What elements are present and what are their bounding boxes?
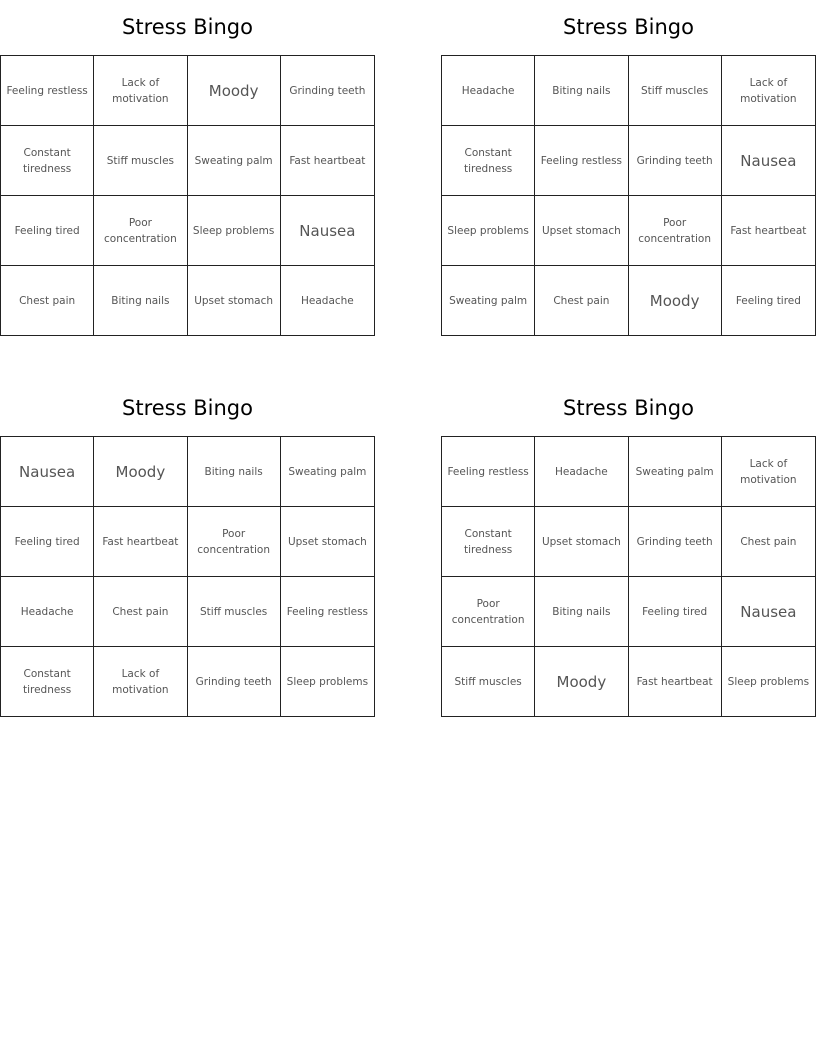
bingo-cell: Sleep problems [286, 676, 369, 688]
bingo-cell: Poor concentration [629, 196, 722, 266]
bingo-cell: Feeling restless [442, 437, 535, 507]
bingo-cell: Feeling tired [1, 507, 94, 577]
bingo-cell: Stiff muscles [442, 647, 535, 717]
bingo-cell: Nausea [1, 437, 94, 507]
bingo-cell: Sweating palm [442, 266, 535, 336]
bingo-cell: Fast heartbeat [281, 126, 374, 196]
bingo-cell: Constant tiredness [442, 507, 535, 577]
bingo-cell: Moody [629, 266, 722, 336]
bingo-grid [441, 436, 816, 717]
bingo-cell: Lack of motivation [94, 56, 187, 126]
bingo-card-4 [441, 381, 816, 717]
bingo-cell: Feeling tired [629, 577, 722, 647]
bingo-cell: Grinding teeth [629, 126, 722, 196]
bingo-cell: Sleep problems [727, 676, 810, 688]
bingo-cell: Headache [1, 577, 94, 647]
bingo-cell: Feeling restless [1, 56, 94, 126]
bingo-cell: Constant tiredness [442, 126, 535, 196]
bingo-cell: Stiff muscles [188, 577, 281, 647]
card-title: Stress Bingo [122, 15, 253, 39]
bingo-cell: Stiff muscles [94, 126, 187, 196]
bingo-cell: Constant tiredness [1, 647, 94, 717]
bingo-cell: Sleep problems [442, 196, 535, 266]
bingo-cell: Sweating palm [281, 437, 374, 507]
bingo-cell: Nausea [722, 577, 815, 647]
bingo-cell: Headache [442, 56, 535, 126]
card-title: Stress Bingo [563, 396, 694, 420]
bingo-cell: Poor concentration [188, 507, 281, 577]
bingo-cell: Sweating palm [188, 126, 281, 196]
bingo-cell: Nausea [722, 126, 815, 196]
bingo-cell: Grinding teeth [281, 56, 374, 126]
bingo-cell: Upset stomach [188, 266, 281, 336]
bingo-grid [0, 55, 375, 336]
bingo-cell: Constant tiredness [1, 126, 94, 196]
bingo-cell: Feeling restless [535, 126, 628, 196]
bingo-cell: Grinding teeth [629, 507, 722, 577]
bingo-cell: Lack of motivation [722, 437, 815, 507]
bingo-card-1 [0, 0, 375, 336]
bingo-card-2 [441, 0, 816, 336]
card-title: Stress Bingo [563, 15, 694, 39]
bingo-cell: Headache [535, 437, 628, 507]
bingo-cell: Lack of motivation [94, 647, 187, 717]
bingo-cell: Biting nails [188, 437, 281, 507]
bingo-cell: Headache [300, 295, 354, 307]
bingo-cell: Feeling tired [1, 196, 94, 266]
bingo-cell: Poor concentration [94, 196, 187, 266]
bingo-cell: Fast heartbeat [94, 507, 187, 577]
bingo-cell: Chest pain [535, 266, 628, 336]
bingo-cell: Lack of motivation [722, 56, 815, 126]
bingo-cell: Poor concentration [442, 577, 535, 647]
bingo-cell: Sleep problems [188, 196, 281, 266]
bingo-cell: Biting nails [94, 266, 187, 336]
bingo-cell: Upset stomach [281, 507, 374, 577]
bingo-grid [0, 436, 375, 717]
bingo-cell: Moody [94, 437, 187, 507]
bingo-cell: Moody [535, 647, 628, 717]
bingo-cell: Stiff muscles [629, 56, 722, 126]
bingo-cell: Nausea [281, 196, 374, 266]
bingo-cell: Grinding teeth [188, 647, 281, 717]
bingo-cell: Feeling tired [735, 295, 801, 307]
bingo-cell: Biting nails [535, 56, 628, 126]
bingo-cell: Chest pain [94, 577, 187, 647]
bingo-cell: Moody [188, 56, 281, 126]
bingo-cell: Chest pain [1, 266, 94, 336]
bingo-cell: Fast heartbeat [722, 196, 815, 266]
bingo-cell: Upset stomach [535, 507, 628, 577]
bingo-cell: Fast heartbeat [629, 647, 722, 717]
bingo-cell: Biting nails [535, 577, 628, 647]
bingo-card-3 [0, 381, 375, 717]
bingo-grid [441, 55, 816, 336]
bingo-cell: Upset stomach [535, 196, 628, 266]
bingo-cell: Feeling restless [281, 577, 374, 647]
card-title: Stress Bingo [122, 396, 253, 420]
bingo-cell: Chest pain [722, 507, 815, 577]
bingo-cell: Sweating palm [629, 437, 722, 507]
